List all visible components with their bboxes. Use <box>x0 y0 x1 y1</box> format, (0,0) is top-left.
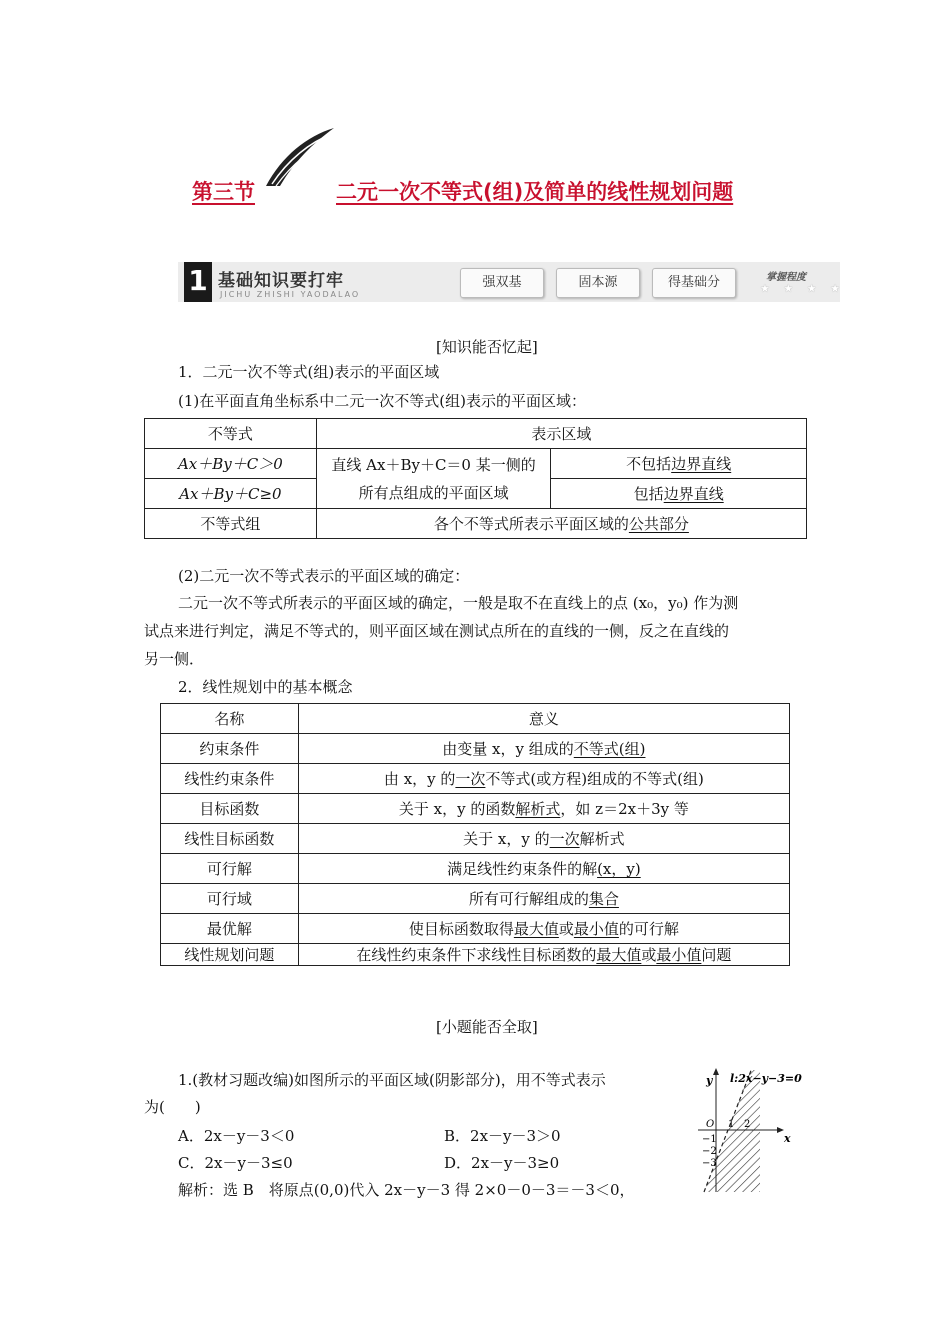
swoosh-decoration <box>262 126 338 190</box>
option-b: B．2x－y－3＞0 <box>444 1127 561 1145</box>
option-a: A．2x－y－3＜0 <box>178 1127 295 1145</box>
table1-row3-right: 各个不等式所表示平面区域的公共部分 <box>316 509 806 539</box>
paragraph-line1: 二元一次不等式所表示的平面区域的确定，一般是取不在直线上的点 (x₀，y₀) 作为测 <box>178 594 739 612</box>
banner-title: 基础知识要打牢 <box>218 271 344 291</box>
x-tick-1: 1 <box>728 1119 735 1130</box>
table2-row-meaning: 满足线性约束条件的解(x，y) <box>298 854 789 884</box>
table2-row-meaning: 使目标函数取得最大值或最小值的可行解 <box>298 914 789 944</box>
x-axis-arrow-icon <box>777 1127 784 1133</box>
y-tick-2: −2 <box>702 1146 717 1157</box>
question1-line2: 为( ) <box>144 1098 201 1116</box>
table2-row-name: 目标函数 <box>161 794 299 824</box>
shaded-region <box>704 1070 760 1192</box>
table1-middle: 直线 Ax＋By＋C＝0 某一侧的 所有点组成的平面区域 <box>316 449 551 509</box>
region-table <box>144 418 807 539</box>
line-label: l:2x−y−3=0 <box>730 1072 802 1085</box>
x-axis-label: x <box>784 1132 791 1145</box>
option-c: C．2x－y－3≤0 <box>178 1154 293 1172</box>
qiang-shuang-ji-button[interactable]: 强双基 <box>460 268 544 298</box>
item1-sub1: (1)在平面直角坐标系中二元一次不等式(组)表示的平面区域： <box>178 392 586 410</box>
table1-header-inequality: 不等式 <box>145 419 317 449</box>
table2-row-name: 可行域 <box>161 884 299 914</box>
exercises-heading: [小题能否全取] <box>436 1018 538 1036</box>
item1-sub2: (2)二元一次不等式表示的平面区域的确定： <box>178 567 470 585</box>
analysis-text: 解析：选 B 将原点(0,0)代入 2x－y－3 得 2×0－0－3＝－3＜0， <box>178 1181 635 1199</box>
y-tick-3: −3 <box>702 1158 717 1169</box>
table2-row-name: 约束条件 <box>161 734 299 764</box>
question1-line1: 1.(教材习题改编)如图所示的平面区域(阴影部分)，用不等式表示 <box>178 1071 606 1089</box>
table2-row-name: 线性目标函数 <box>161 824 299 854</box>
table2-row-meaning: 由 x，y 的一次不等式(或方程)组成的不等式(组) <box>298 764 789 794</box>
section-number: 第三节 <box>192 180 255 204</box>
de-ji-chu-fen-button[interactable]: 得基础分 <box>652 268 736 298</box>
table2-row-name: 线性约束条件 <box>161 764 299 794</box>
banner-pinyin: JICHU ZHISHI YAODALAO <box>220 290 361 299</box>
table2-row-meaning: 关于 x，y 的函数解析式，如 z＝2x＋3y 等 <box>298 794 789 824</box>
knowledge-heading: [知识能否忆起] <box>436 338 538 356</box>
item2-heading: 2．线性规划中的基本概念 <box>178 678 353 696</box>
paragraph-line3: 另一侧． <box>144 650 205 668</box>
table2-header-name: 名称 <box>161 704 299 734</box>
concept-table <box>160 703 790 966</box>
table2-row-name: 线性规划问题 <box>161 944 299 966</box>
y-axis-label: y <box>706 1074 713 1087</box>
table1-row1-left: Ax＋By＋C＞0 <box>145 449 317 479</box>
table1-header-region: 表示区域 <box>316 419 806 449</box>
table1-row3-left: 不等式组 <box>145 509 317 539</box>
gu-ben-yuan-button[interactable]: 固本源 <box>556 268 640 298</box>
item1-heading: 1．二元一次不等式(组)表示的平面区域 <box>178 363 440 381</box>
mastery-stars: ★ ★ ★ ★ <box>760 282 845 295</box>
table1-row1-right: 不包括边界直线 <box>551 449 807 479</box>
table1-row2-left: Ax＋By＋C≥0 <box>145 479 317 509</box>
table2-row-name: 可行解 <box>161 854 299 884</box>
table2-row-meaning: 由变量 x，y 组成的不等式(组) <box>298 734 789 764</box>
table2-row-name: 最优解 <box>161 914 299 944</box>
paragraph-line2: 试点来进行判定，满足不等式的，则平面区域在测试点所在的直线的一侧，反之在直线的 <box>144 622 730 640</box>
table2-row-meaning: 所有可行解组成的集合 <box>298 884 789 914</box>
table2-row-meaning: 关于 x，y 的一次解析式 <box>298 824 789 854</box>
region-figure <box>692 1064 804 1196</box>
option-d: D．2x－y－3≥0 <box>444 1154 560 1172</box>
table1-row2-right: 包括边界直线 <box>551 479 807 509</box>
banner-number: 1 <box>184 262 212 302</box>
mastery-label: 掌握程度 <box>766 272 806 283</box>
page-title: 二元一次不等式(组)及简单的线性规划问题 <box>336 180 734 204</box>
table2-header-meaning: 意义 <box>298 704 789 734</box>
origin-label: O <box>706 1119 715 1130</box>
table2-row-meaning: 在线性约束条件下求线性目标函数的最大值或最小值问题 <box>298 944 789 966</box>
y-tick-1: −1 <box>702 1134 717 1145</box>
x-tick-2: 2 <box>744 1119 751 1130</box>
y-axis-arrow-icon <box>713 1068 719 1075</box>
